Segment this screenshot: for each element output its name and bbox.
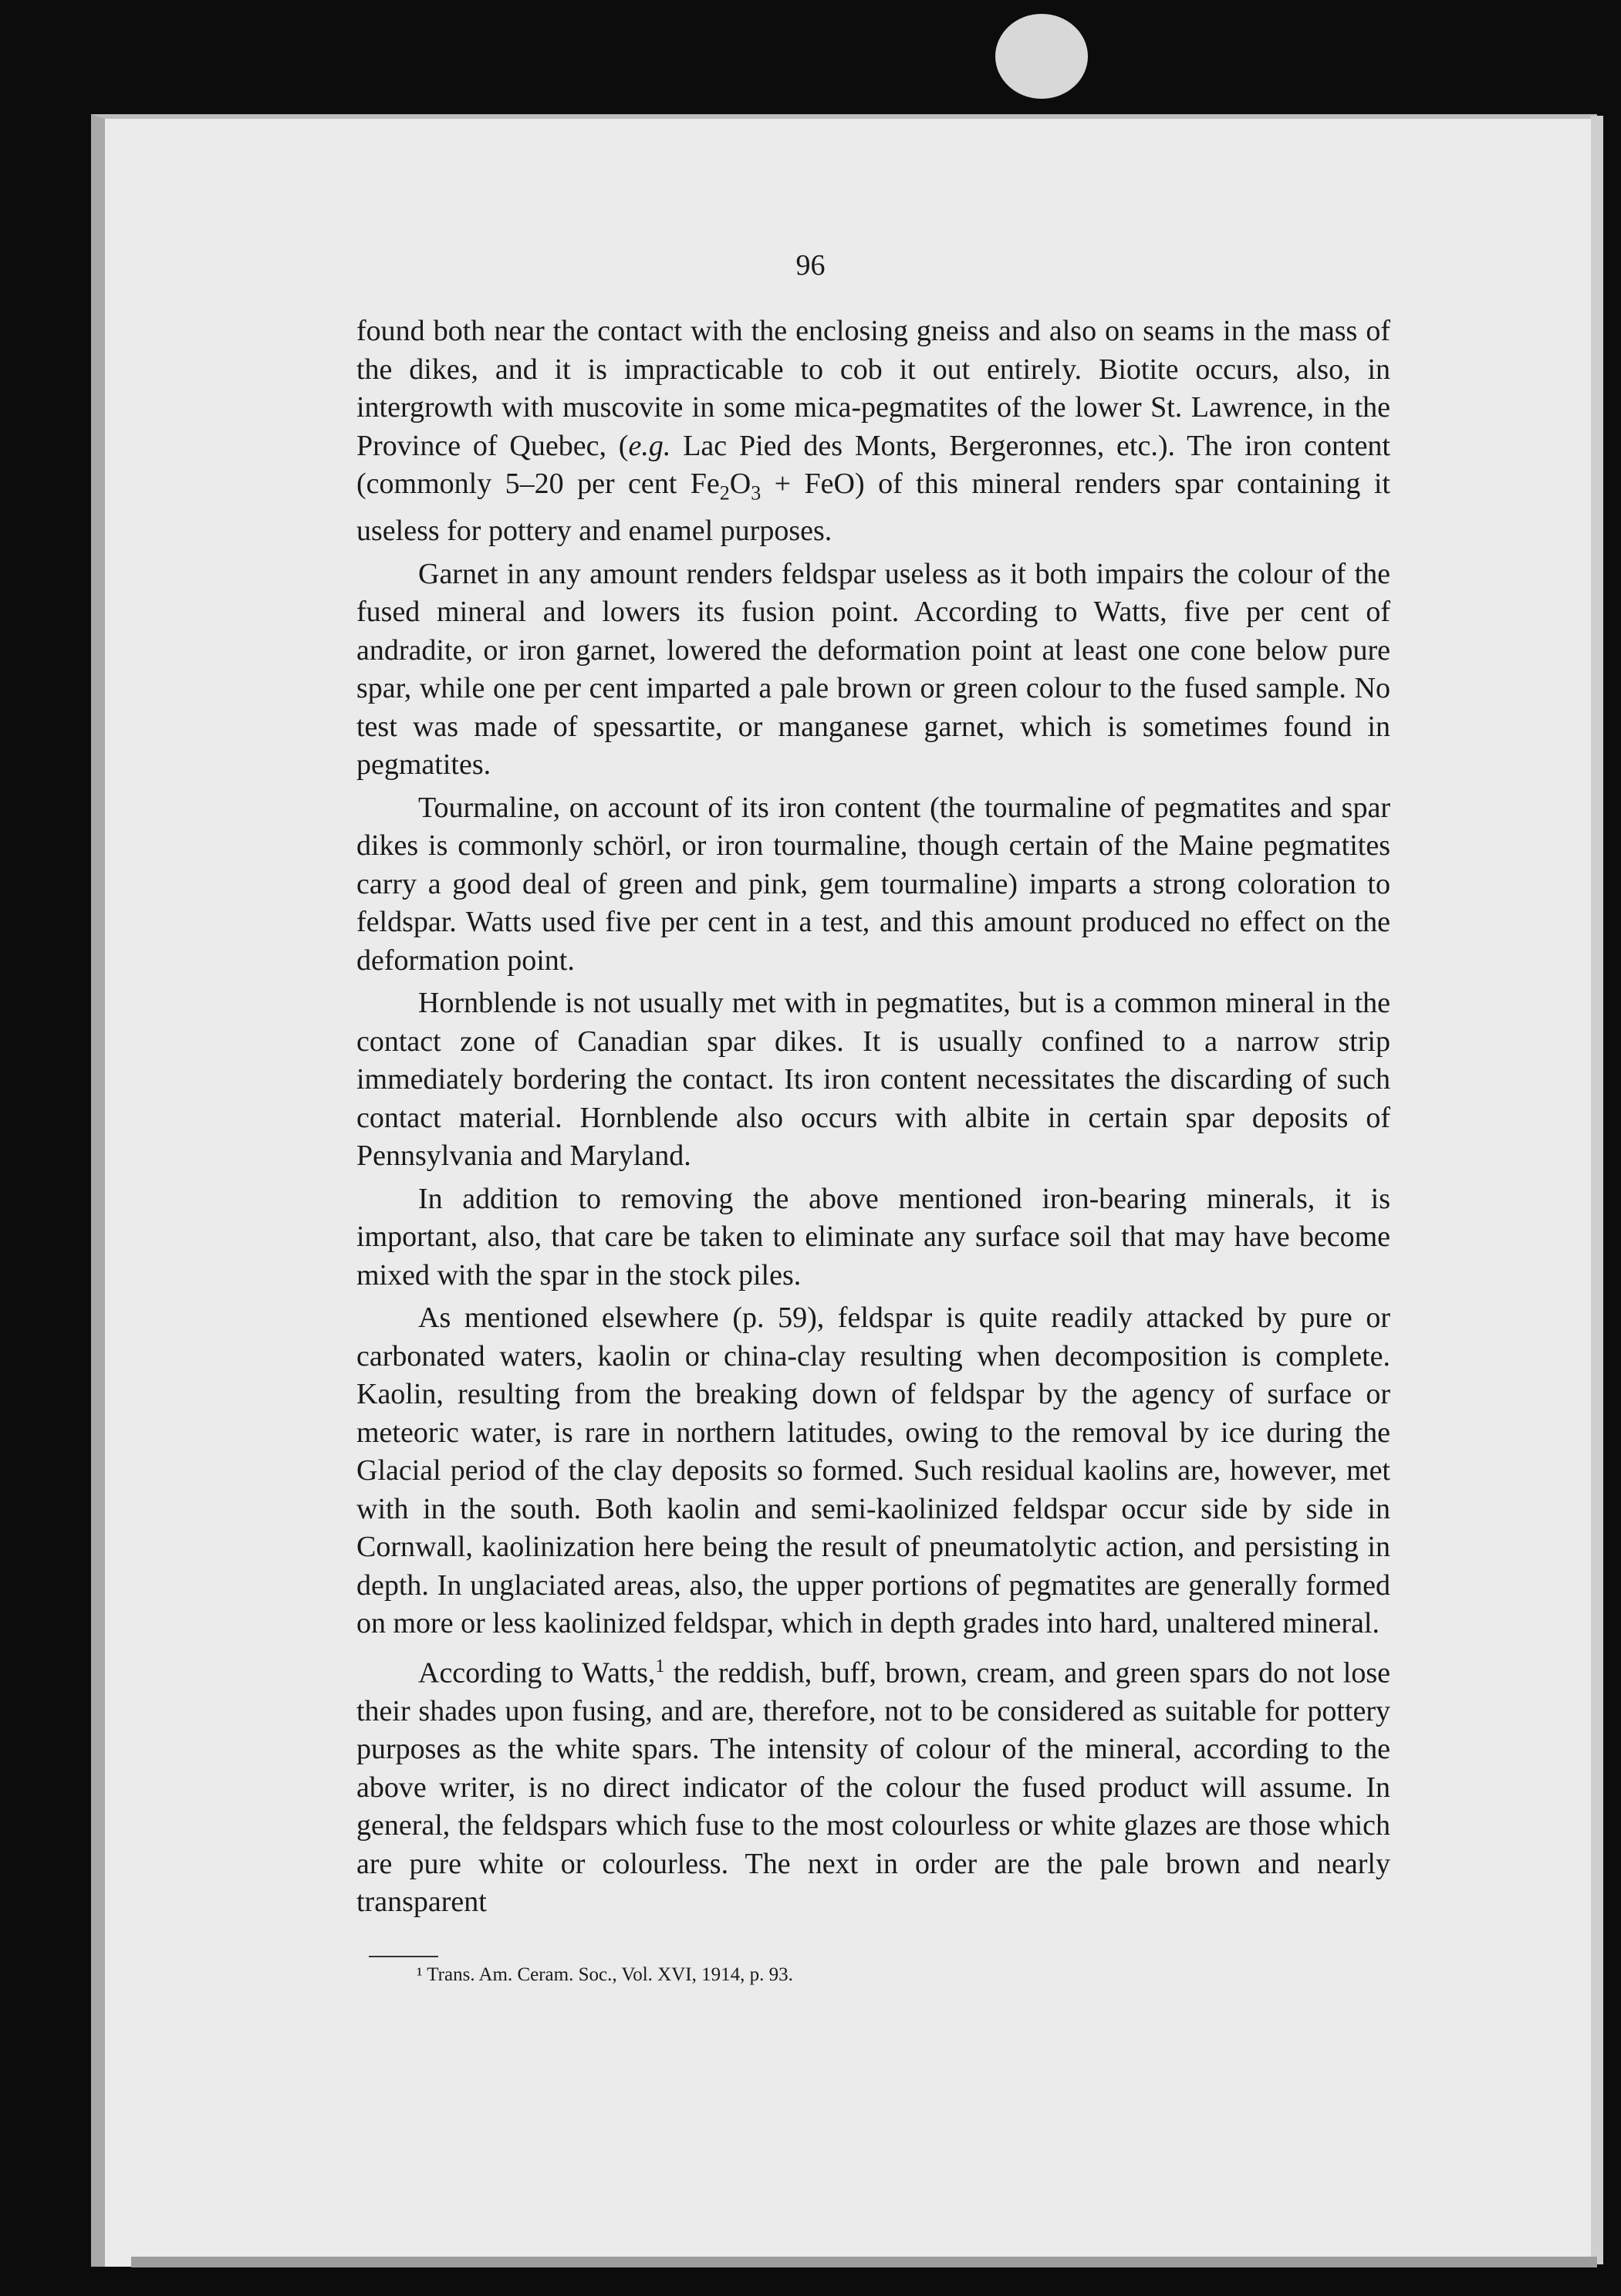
body-text — [356, 312, 1390, 1926]
paragraph-6: As mentioned elsewhere (p. 59), feldspar is quite readily attacked by pure or carbonated waters, kaolin or china-clay resulting when decomposition is complete. Kaolin, resulting from the breaking down of feldspar by the agency of surface or meteoric water, is rare in northern latitudes, owing to the removal by ice during the Glacial period of the clay deposits so formed. Such residual kaolins are, however, met with in the south. Both kaolin and semi-kaolinized feldspar occur side by side in Cornwall, kaolinization here being the result of pneumatolytic action, and persisting in depth. In unglaciated areas, also, the upper portions of pegmatites are generally formed on more or less kaolinized feldspar, which in depth grades into hard, unaltered mineral. — [356, 1302, 1390, 1640]
page-number: 96 — [795, 249, 826, 282]
paragraph-3: Tourmaline, on account of its iron content (the tourmaline of pegmatites and spar dikes is commonly schörl, or iron tourmaline, though certain of the Maine pegmatites carry a good deal of green and pink, gem tourmaline) imparts a strong coloration to feldspar. Watts used five per cent in a test, and this amount produced no effect on the deformation point. — [356, 791, 1390, 977]
paragraph-4: Hornblende is not usually met with in pegmatites, but is a common mineral in the contact zone of Canadian spar dikes. It is usually confined to a narrow strip immediately bordering the contact. Its iron content necessitates the discarding of such contact material. Hornblende also occurs with albite in certain spar deposits of Pennsylvania and Maryland. — [356, 987, 1390, 1173]
paragraph-5: In addition to removing the above mentioned iron-bearing minerals, it is important, also, that care be taken to eliminate any surface soil that may have become mixed with the spar in the stock piles. — [356, 1182, 1390, 1292]
page-bottom-edge — [131, 2257, 1597, 2267]
footnote: ¹ Trans. Am. Ceram. Soc., Vol. XVI, 1914, p. 93. — [417, 1964, 793, 1985]
paragraph-1: found both near the contact with the enclosing gneiss and also on seams in the mass of the dikes, and it is impracticable to cob it out entirely. Biotite occurs, also, in intergrowth with muscovite in some mica-pegmatites of the lower St. Lawrence, in the Province of Quebec, (e.g. Lac Pied des Monts, Bergeronnes, etc.). The iron content (commonly 5–20 per cent $Fe_2O_3 + FeO$) of this mineral renders spar containing it useless for pottery and enamel purposes. — [356, 315, 1390, 548]
footnote-rule — [369, 1956, 438, 1957]
page-edge — [1591, 116, 1603, 2264]
paragraph-2: Garnet in any amount renders feldspar useless as it both impairs the colour of the fused mineral and lowers its fusion point. According to Watts, five per cent of andradite, or iron garnet, lowered the deformation point at least one cone below pure spar, while one per cent imparted a pale brown or green colour to the fused sample. No test was made of spessartite, or manganese garnet, which is sometimes found in pegmatites. — [356, 557, 1390, 782]
scan-blemish-top — [995, 14, 1088, 99]
paragraph-7: According to Watts,$^1$ the reddish, buff, brown, cream, and green spars do not lose their shades upon fusing, and are, therefore, not to be considered as suitable for pottery purposes as the white spars. The intensity of colour of the mineral, according to the above writer, is no direct indicator of the colour the fused product will assume. In general, the feldspars which fuse to the most colourless or white glazes are those which are pure white or colourless. The next in order are the pale brown and nearly transparent — [356, 1656, 1390, 1919]
